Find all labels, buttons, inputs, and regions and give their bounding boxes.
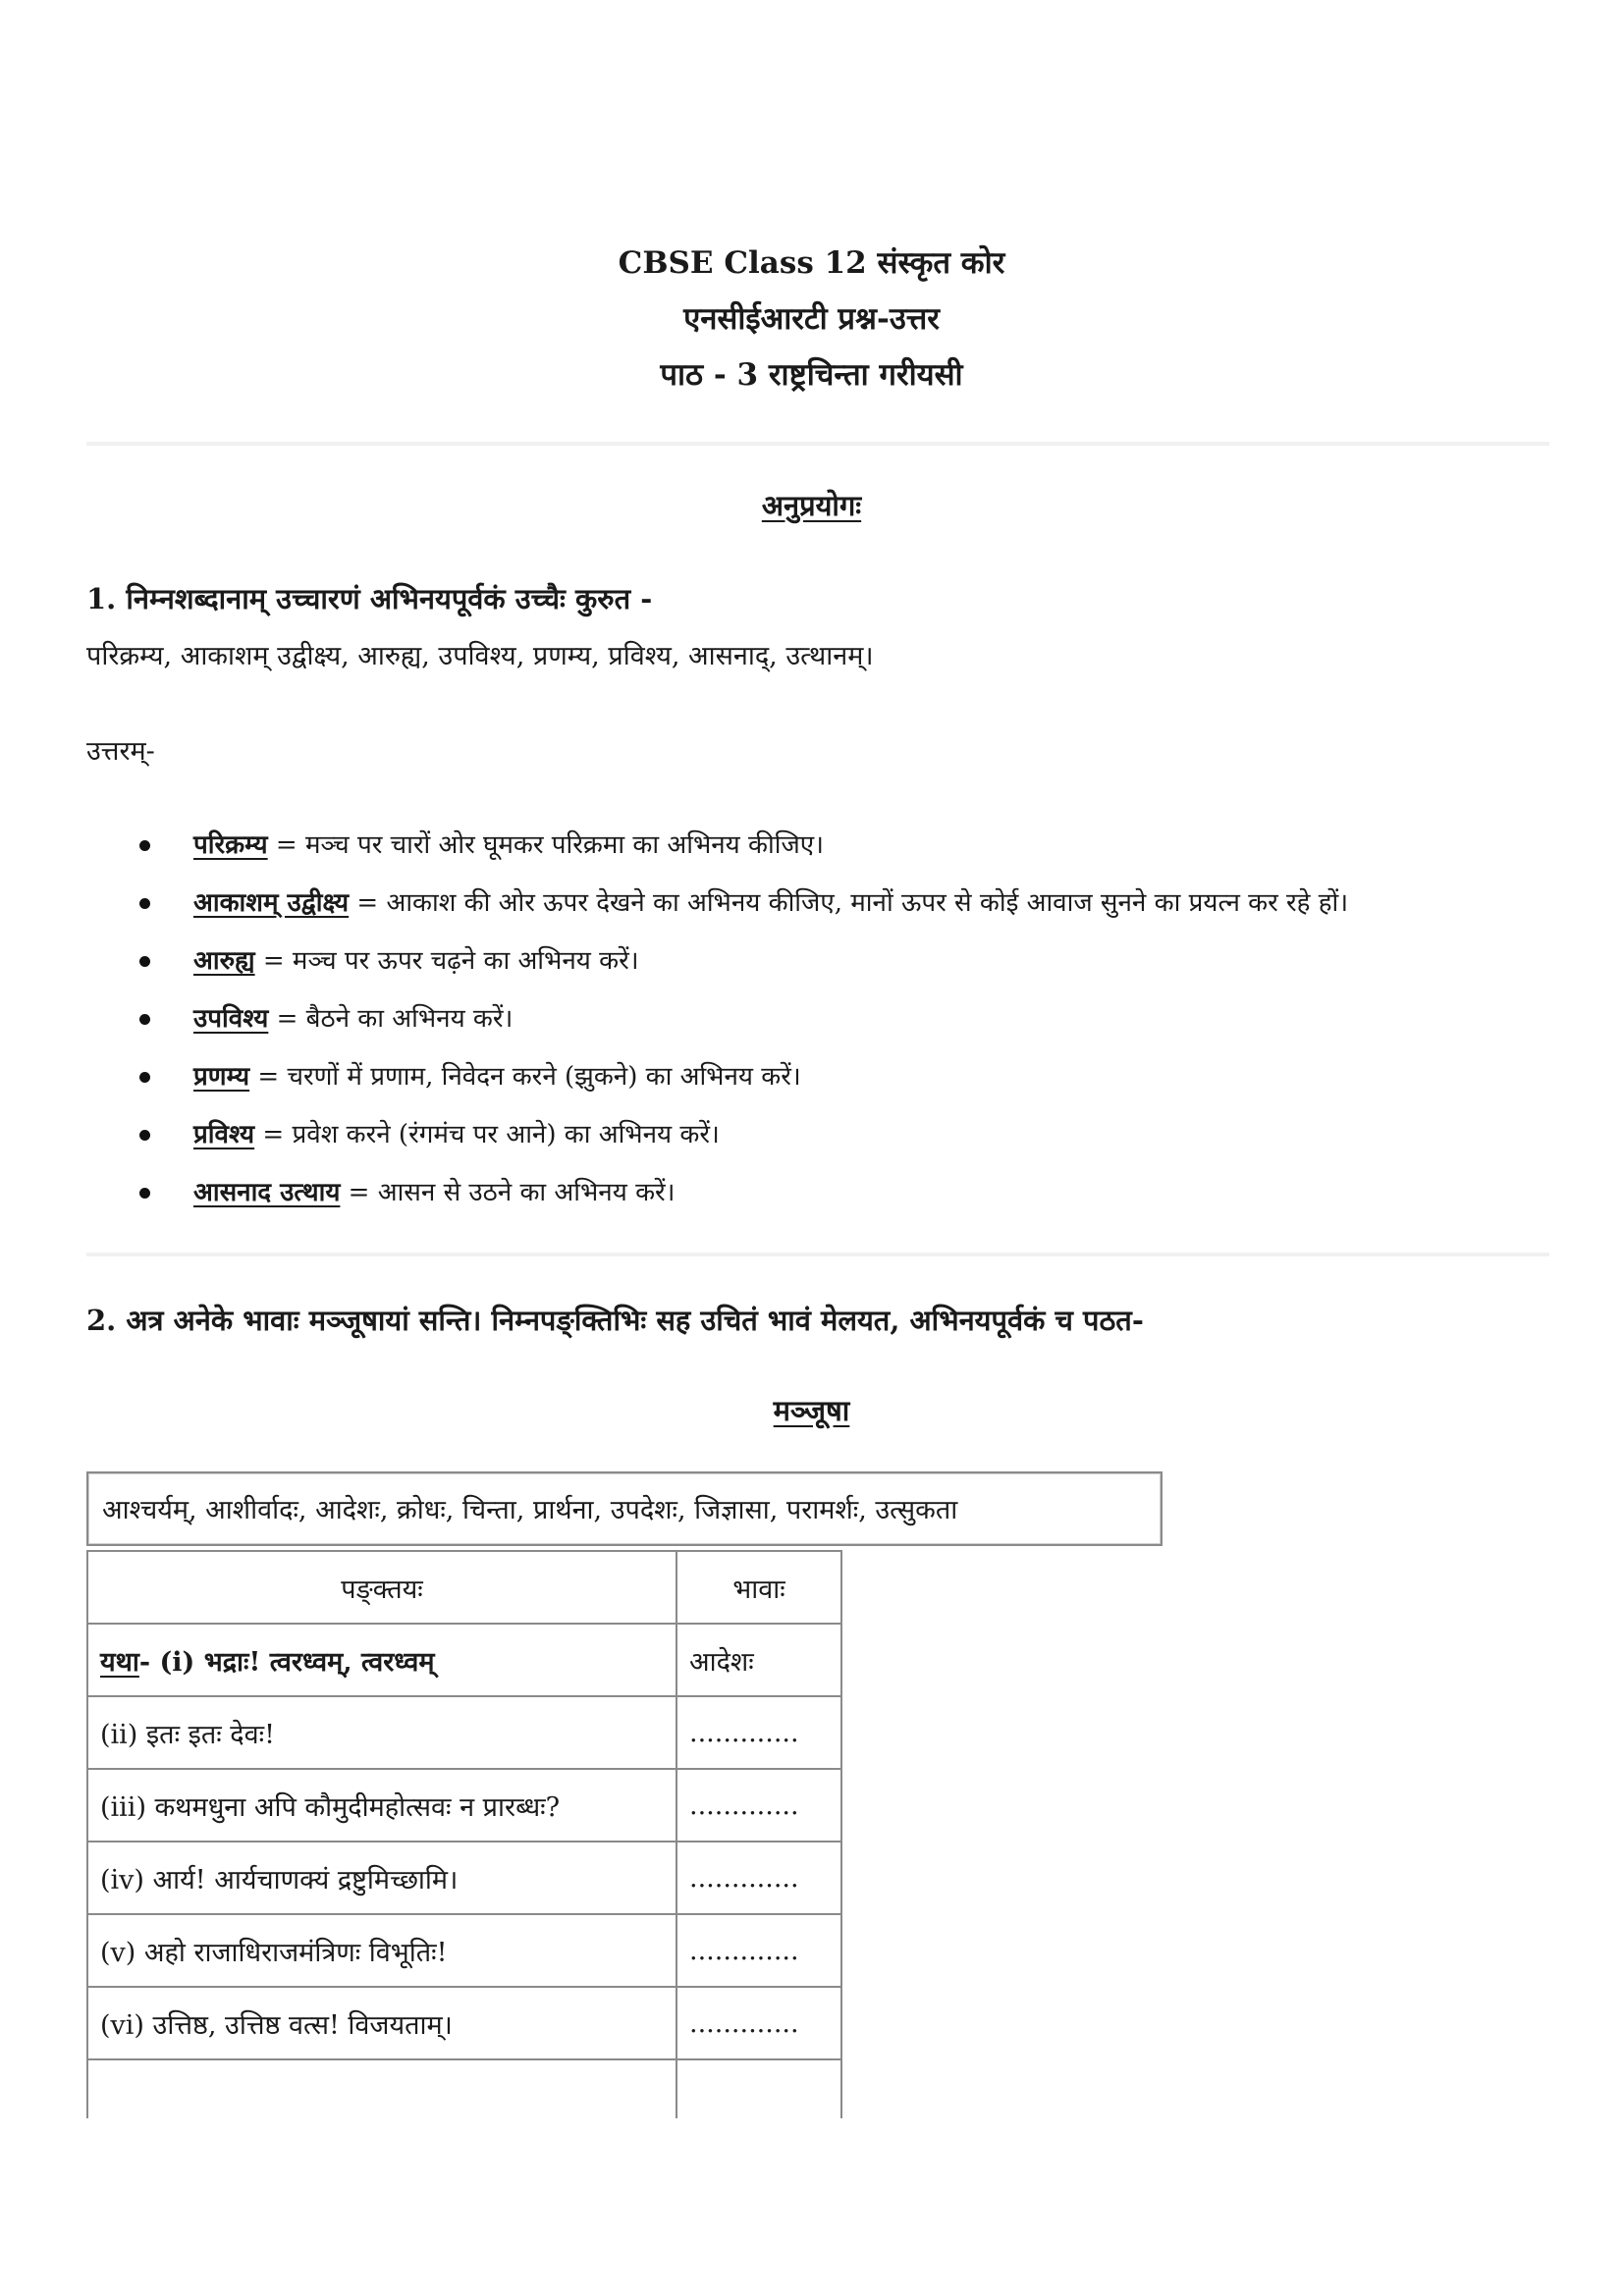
example-bhava: आदेशः	[676, 1624, 841, 1696]
answer-label: उत्तरम्-	[86, 736, 155, 767]
bullet-icon	[139, 1014, 150, 1025]
table-row	[87, 1696, 841, 1769]
list-item	[147, 817, 1561, 875]
header-lines: पङ्क्तयः	[87, 1551, 676, 1624]
list-item	[147, 1048, 1561, 1106]
answer-meaning: = मञ्च पर ऊपर चढ़ने का अभिनय करें।	[254, 946, 639, 976]
matching-table	[86, 1550, 842, 2118]
table-row	[87, 1914, 841, 1987]
blank-cell: .............	[676, 1696, 841, 1769]
empty-cell	[87, 2059, 676, 2118]
line-cell: (ii) इतः इतः देवः!	[87, 1696, 676, 1769]
blank-cell: .............	[676, 1769, 841, 1842]
question-1-words: परिक्रम्य, आकाशम् उद्वीक्ष्य, आरुह्य, उपविश्य, प्रणम्य, प्रविश्य, आसनाद्, उत्थानम्।	[86, 641, 874, 671]
table-header-row	[87, 1551, 841, 1624]
answer-term: उपविश्य	[193, 1004, 269, 1034]
bullet-icon	[139, 840, 150, 851]
example-line: - (i) भद्राः! त्वरध्वम्, त्वरध्वम्	[138, 1646, 435, 1678]
divider	[86, 1253, 1549, 1256]
section-title: अनुप्रयोगः	[761, 489, 862, 522]
table-row	[87, 1842, 841, 1914]
list-item	[147, 1106, 1561, 1164]
answer-meaning: = आकाश की ओर ऊपर देखने का अभिनय कीजिए, मानों ऊपर से कोई आवाज सुनने का प्रयत्न कर रहे हों।	[349, 888, 1349, 918]
answer-meaning: = मञ्च पर चारों ओर घूमकर परिक्रमा का अभिनय कीजिए।	[267, 830, 824, 860]
doc-title: CBSE Class 12 संस्कृत कोर	[618, 245, 1005, 281]
empty-cell	[676, 2059, 841, 2118]
question-2: 2. अत्र अनेके भावाः मञ्जूषायां सन्ति। निम्नपङ्क्तिभिः सह उचितं भावं मेलयत, अभिनयपूर्वकं च पठत-	[86, 1304, 1144, 1337]
table-row	[87, 1769, 841, 1842]
blank-cell: .............	[676, 1842, 841, 1914]
bullet-icon	[139, 1188, 150, 1199]
bullet-icon	[139, 1072, 150, 1083]
example-line-cell	[87, 1624, 676, 1696]
answer-term: प्रणम्य	[193, 1062, 250, 1092]
blank-cell: .............	[676, 1987, 841, 2059]
line-cell: (iii) कथमधुना अपि कौमुदीमहोत्सवः न प्रारब्धः?	[87, 1769, 676, 1842]
bullet-icon	[139, 898, 150, 909]
blank-cell: .............	[676, 1914, 841, 1987]
answer-term: आकाशम् उद्वीक्ष्य	[193, 888, 350, 918]
line-cell: (vi) उत्तिष्ठ, उत्तिष्ठ वत्स! विजयताम्।	[87, 1987, 676, 2059]
bullet-icon	[139, 956, 150, 967]
chapter-title: पाठ - 3 राष्ट्रचिन्ता गरीयसी	[660, 357, 963, 393]
line-cell: (v) अहो राजाधिराजमंत्रिणः विभूतिः!	[87, 1914, 676, 1987]
table-row	[87, 1987, 841, 2059]
answer-term: परिक्रम्य	[193, 830, 268, 860]
manjusha-word-box: आश्चर्यम्, आशीर्वादः, आदेशः, क्रोधः, चिन्ता, प्रार्थना, उपदेशः, जिज्ञासा, परामर्शः, उत्सुकता	[86, 1471, 1163, 1546]
list-item	[147, 1164, 1561, 1222]
answer-meaning: = आसन से उठने का अभिनय करें।	[340, 1178, 676, 1207]
answer-term: प्रविश्य	[193, 1120, 255, 1149]
table-row-empty	[87, 2059, 841, 2118]
divider	[86, 442, 1549, 446]
document-header	[0, 236, 1623, 403]
line-cell: (iv) आर्य! आर्यचाणक्यं द्रष्टुमिच्छामि।	[87, 1842, 676, 1914]
header-bhava: भावाः	[676, 1551, 841, 1624]
manjusha-title: मञ्जूषा	[773, 1394, 850, 1427]
answer-term: आसनाद उत्थाय	[193, 1178, 341, 1207]
table-row-example	[87, 1624, 841, 1696]
question-1: 1. निम्नशब्दानाम् उच्चारणं अभिनयपूर्वकं उच्चैः कुरुत -	[86, 582, 653, 615]
answer-term: आरुह्य	[193, 946, 255, 976]
example-label: यथा	[100, 1646, 139, 1678]
doc-subtitle: एनसीईआरटी प्रश्न-उत्तर	[683, 301, 940, 337]
list-item	[147, 875, 1561, 933]
bullet-icon	[139, 1130, 150, 1141]
answer-list	[147, 817, 1561, 1222]
answer-meaning: = प्रवेश करने (रंगमंच पर आने) का अभिनय करें।	[254, 1120, 720, 1149]
answer-meaning: = बैठने का अभिनय करें।	[268, 1004, 514, 1034]
answer-meaning: = चरणों में प्रणाम, निवेदन करने (झुकने) का अभिनय करें।	[249, 1062, 801, 1092]
list-item	[147, 933, 1561, 990]
list-item	[147, 990, 1561, 1048]
